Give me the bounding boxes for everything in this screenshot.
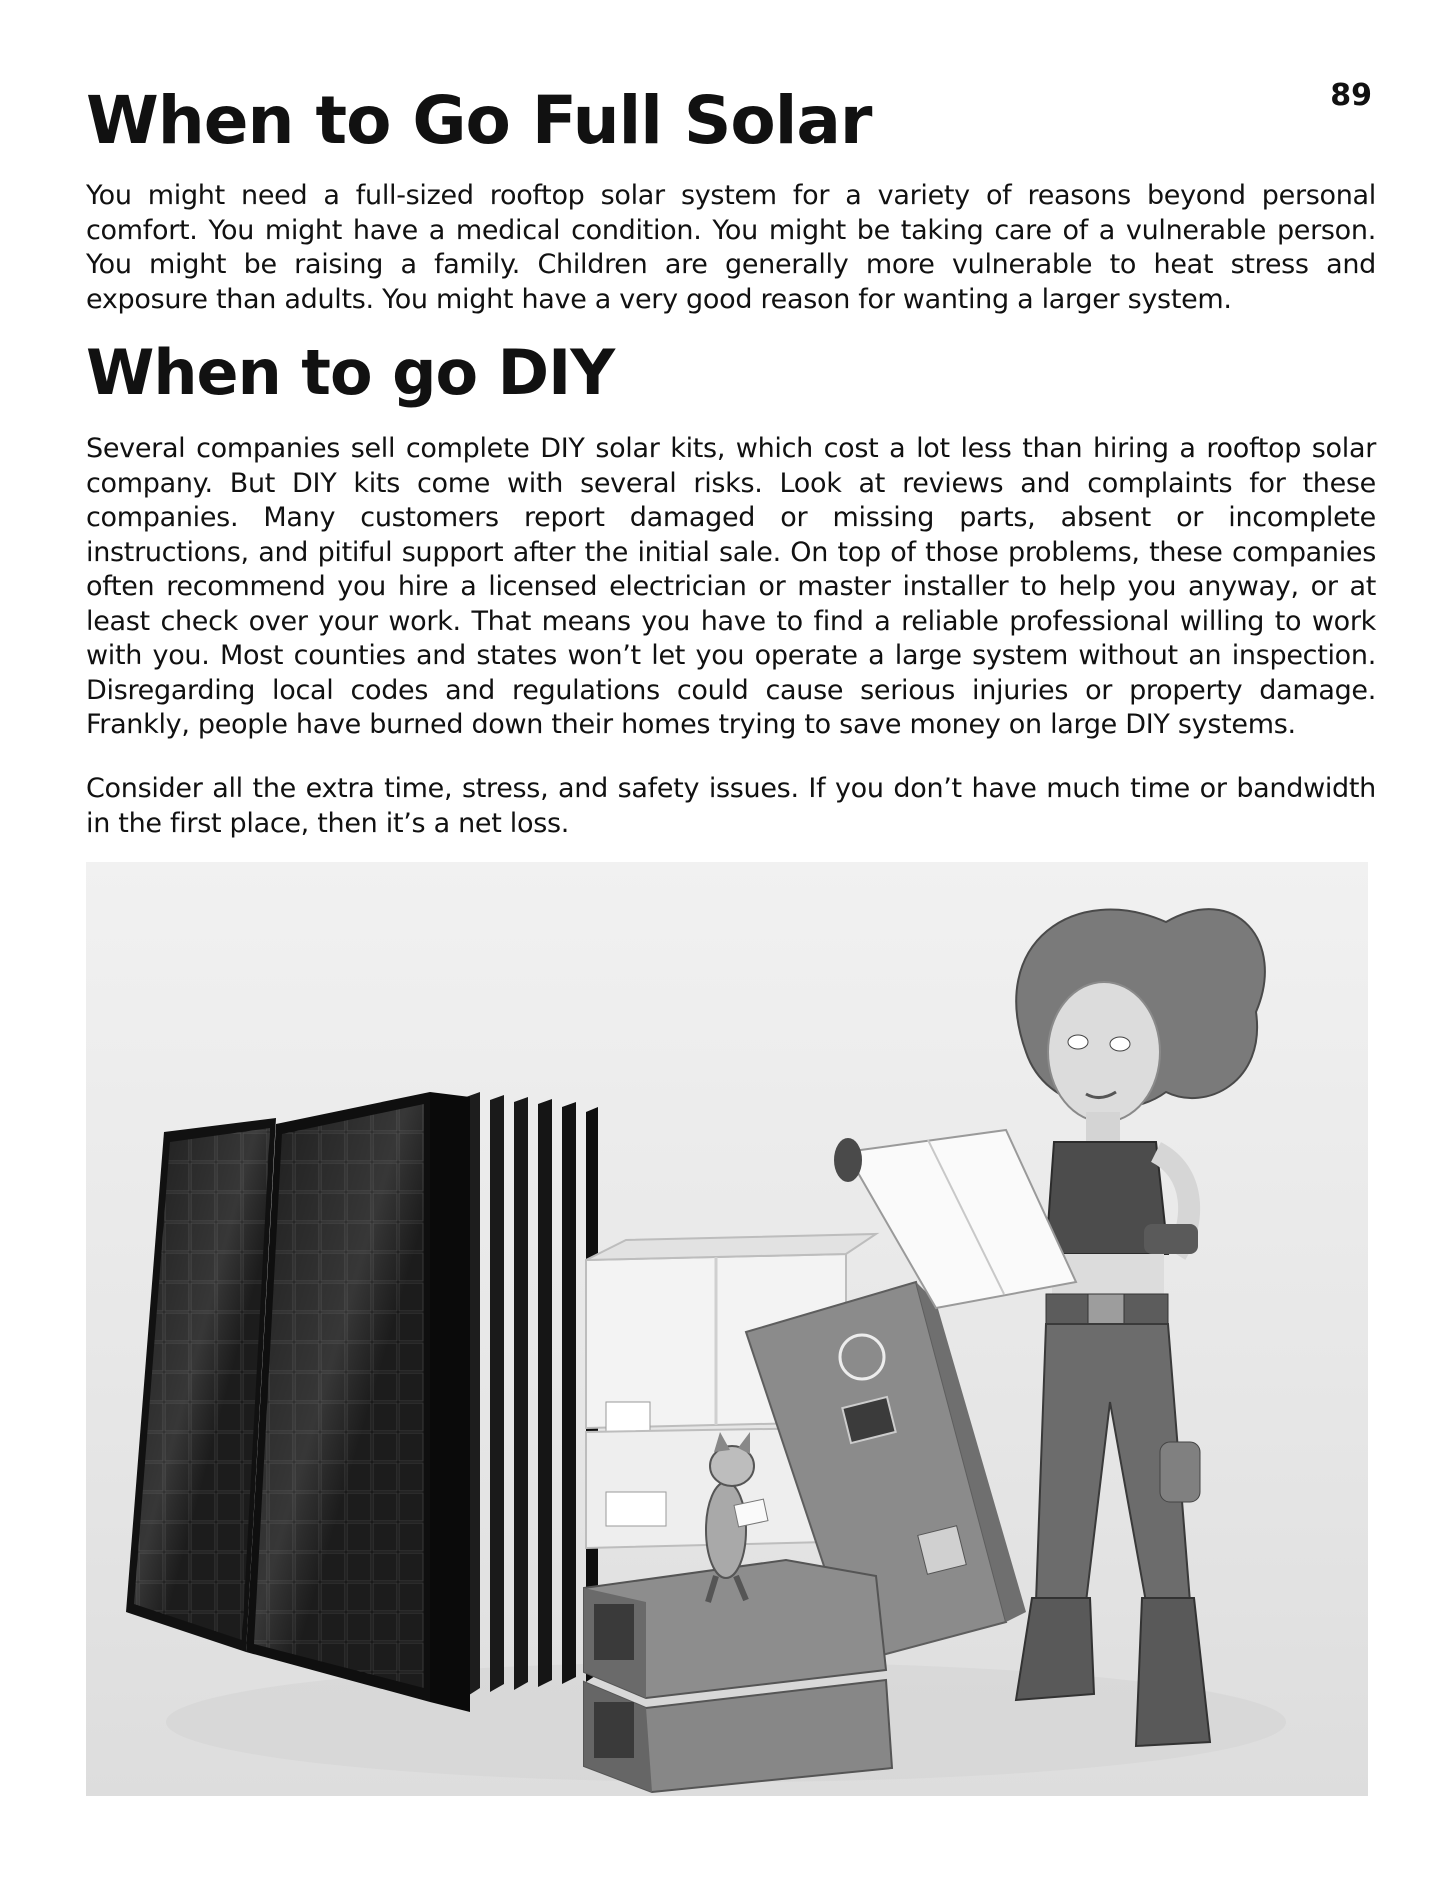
section-heading-full-solar: When to Go Full Solar <box>86 82 872 159</box>
solar-panel-front <box>246 1092 430 1702</box>
panel-frame-edge <box>430 1092 470 1712</box>
section-heading-diy: When to go DIY <box>86 336 615 409</box>
illustration-diy-solar-kit <box>86 862 1368 1796</box>
solar-panel-stack <box>466 1092 598 1697</box>
page-number: 89 <box>1330 78 1372 113</box>
paragraph-diy-conclusion: Consider all the extra time, stress, and safety issues. If you don’t have much time or bandwidth in the first place, then it’s a net loss. <box>86 773 1376 839</box>
paragraph-diy-risks: Several companies sell complete DIY solar kits, which cost a lot less than hiring a rooftop solar company. But DIY kits come with several risks. Look at reviews and complaints for these companies. Many customers report damaged or missing parts, absent or incomplete instructions, and pitiful support after the initial sale. On top of those problems, these companies often recommend you hire a licensed electrician or master installer to help you anyway, or at least check over your work. That means you have to find a reliable professional willing to work with you. Most counties and states won’t let you operate a large system without an inspection. Disregarding local codes and regulations could cause serious injuries or property damage. Frankly, people have burned down their homes trying to save money on large DIY systems. <box>86 433 1376 740</box>
paragraph-full-solar: You might need a full-sized rooftop solar system for a variety of reasons beyond personal comfort. You might have a medical condition. You might be taking care of a vulnerable person. You might be raising a family. Children are generally more vulnerable to heat stress and exposure than adults. You might have a very good reason for wanting a larger system. <box>86 180 1376 315</box>
